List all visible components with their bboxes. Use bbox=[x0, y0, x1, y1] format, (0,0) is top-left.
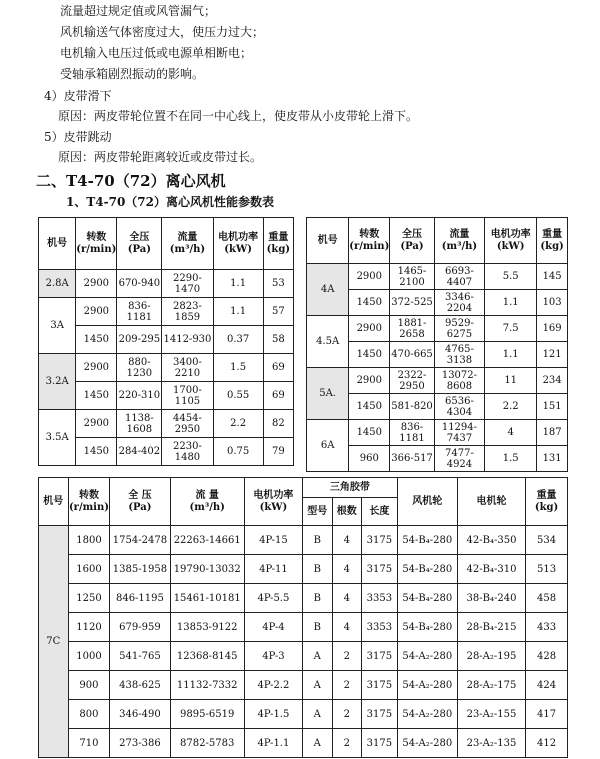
cell: 581-820 bbox=[390, 394, 434, 420]
cell: 836-1181 bbox=[117, 298, 162, 326]
cell: 2 bbox=[332, 671, 362, 700]
cell: 2 bbox=[332, 729, 362, 758]
cell: 1450 bbox=[349, 394, 390, 420]
cell: 424 bbox=[526, 671, 568, 700]
cell: 417 bbox=[526, 700, 568, 729]
table-header-row bbox=[39, 218, 294, 270]
cell: 438-625 bbox=[110, 671, 170, 700]
model-cell: 4A bbox=[307, 264, 349, 316]
cell: 169 bbox=[537, 316, 568, 342]
cell: 710 bbox=[68, 729, 110, 758]
cell: 670-940 bbox=[117, 270, 162, 298]
cell: 5.5 bbox=[485, 264, 537, 290]
cell: 1120 bbox=[68, 613, 110, 642]
header-speed: 转数 (r/min) bbox=[68, 478, 110, 526]
cell: 960 bbox=[349, 446, 390, 472]
cell: 4P-15 bbox=[244, 526, 302, 555]
header-weight: 重量 (kg) bbox=[526, 478, 568, 526]
header-motor-pulley: 电机轮 bbox=[457, 478, 525, 526]
cell: 187 bbox=[537, 420, 568, 446]
cell: 4454-2950 bbox=[162, 410, 213, 438]
cell: 1450 bbox=[76, 326, 117, 354]
cell: 9895-6519 bbox=[170, 700, 244, 729]
cell: 800 bbox=[68, 700, 110, 729]
table-row bbox=[39, 555, 568, 584]
model-cell: 6A bbox=[307, 420, 349, 472]
cell: 3175 bbox=[362, 700, 398, 729]
cell: 1450 bbox=[349, 420, 390, 446]
cell: 1.5 bbox=[213, 354, 263, 382]
cell: 12368-8145 bbox=[170, 642, 244, 671]
cell: 22263-14661 bbox=[170, 526, 244, 555]
model-cell: 2.8A bbox=[39, 270, 76, 298]
table-row bbox=[307, 420, 568, 446]
cell: 366-517 bbox=[390, 446, 434, 472]
model-cell: 3.2A bbox=[39, 354, 76, 410]
header-pressure: 全压 (Pa) bbox=[117, 218, 162, 270]
cell: 1450 bbox=[349, 342, 390, 368]
cell: 19790-13032 bbox=[170, 555, 244, 584]
model-cell: 3A bbox=[39, 298, 76, 354]
cell: 13853-9122 bbox=[170, 613, 244, 642]
cell: 541-765 bbox=[110, 642, 170, 671]
cell: 4 bbox=[332, 526, 362, 555]
cell: 433 bbox=[526, 613, 568, 642]
cell: 1450 bbox=[76, 382, 117, 410]
cell: 2322-2950 bbox=[390, 368, 434, 394]
cell: 28-A₂-175 bbox=[457, 671, 525, 700]
cell: 1138-1608 bbox=[117, 410, 162, 438]
table-row bbox=[39, 354, 294, 382]
cell: 1450 bbox=[349, 290, 390, 316]
cell: 3353 bbox=[362, 613, 398, 642]
cell: 103 bbox=[537, 290, 568, 316]
cell: 53 bbox=[263, 270, 293, 298]
header-model: 机号 bbox=[39, 478, 69, 526]
cell: 54-A₂-280 bbox=[397, 729, 457, 758]
cell: 1.5 bbox=[485, 446, 537, 472]
header-model: 机号 bbox=[307, 218, 349, 264]
cell: 679-959 bbox=[110, 613, 170, 642]
cell: 4P-3 bbox=[244, 642, 302, 671]
cell: 234 bbox=[537, 368, 568, 394]
cell: 372-525 bbox=[390, 290, 434, 316]
cell: 273-386 bbox=[110, 729, 170, 758]
belt-slip-title: 4）皮带滑下 bbox=[44, 89, 112, 103]
cell: 11132-7332 bbox=[170, 671, 244, 700]
fan-7c-table bbox=[38, 477, 568, 758]
table-row bbox=[39, 326, 294, 354]
cell: 470-665 bbox=[390, 342, 434, 368]
cell: 1000 bbox=[68, 642, 110, 671]
intro-line: 受轴承箱剧烈振动的影响。 bbox=[60, 67, 205, 81]
cell: 131 bbox=[537, 446, 568, 472]
cell: 513 bbox=[526, 555, 568, 584]
cell: 69 bbox=[263, 354, 293, 382]
cell: 57 bbox=[263, 298, 293, 326]
cell: 15461-10181 bbox=[170, 584, 244, 613]
table-row bbox=[39, 410, 294, 438]
cell: 2823-1859 bbox=[162, 298, 213, 326]
cell: 28-B₄-215 bbox=[457, 613, 525, 642]
cell: 534 bbox=[526, 526, 568, 555]
cell: 0.55 bbox=[213, 382, 263, 410]
cell: 2900 bbox=[76, 410, 117, 438]
table-row bbox=[39, 298, 294, 326]
cell: 4P-1.1 bbox=[244, 729, 302, 758]
cell: 2900 bbox=[349, 264, 390, 290]
table-row bbox=[39, 700, 568, 729]
table-header-row bbox=[307, 218, 568, 264]
cell: 13072-8608 bbox=[434, 368, 484, 394]
header-speed: 转数 (r/min) bbox=[349, 218, 390, 264]
cell: 1450 bbox=[76, 438, 117, 466]
cell: 2900 bbox=[76, 270, 117, 298]
cell: B bbox=[302, 526, 332, 555]
cell: B bbox=[302, 584, 332, 613]
cell: 880-1230 bbox=[117, 354, 162, 382]
cell: 900 bbox=[68, 671, 110, 700]
cell: 38-B₄-240 bbox=[457, 584, 525, 613]
cell: 54-B₄-280 bbox=[397, 526, 457, 555]
header-weight: 重量 (kg) bbox=[263, 218, 293, 270]
cell: 3175 bbox=[362, 526, 398, 555]
cell: 11 bbox=[485, 368, 537, 394]
table-row bbox=[39, 613, 568, 642]
intro-line: 流量超过规定值或风管漏气； bbox=[60, 4, 217, 18]
cell: 458 bbox=[526, 584, 568, 613]
cell: A bbox=[302, 671, 332, 700]
cell: 1.1 bbox=[485, 342, 537, 368]
cell: 4P-5.5 bbox=[244, 584, 302, 613]
cell: 42-B₄-310 bbox=[457, 555, 525, 584]
cell: 209-295 bbox=[117, 326, 162, 354]
cell: A bbox=[302, 642, 332, 671]
cell: 4 bbox=[332, 584, 362, 613]
cell: 1881-2658 bbox=[390, 316, 434, 342]
table1-title: 1、T4-70（72）离心风机性能参数表 bbox=[66, 195, 275, 209]
cell: 3175 bbox=[362, 671, 398, 700]
cell: 2230-1480 bbox=[162, 438, 213, 466]
cell: 3353 bbox=[362, 584, 398, 613]
performance-table-left bbox=[38, 217, 294, 466]
header-power: 电机功率 (kW) bbox=[213, 218, 263, 270]
model-cell: 5A. bbox=[307, 368, 349, 420]
table-row bbox=[39, 642, 568, 671]
cell: A bbox=[302, 729, 332, 758]
cell: 4 bbox=[485, 420, 537, 446]
cell: 2.2 bbox=[213, 410, 263, 438]
cell: 4765-3138 bbox=[434, 342, 484, 368]
cell: 23-A₂-155 bbox=[457, 700, 525, 729]
cell: 346-490 bbox=[110, 700, 170, 729]
cell: 2900 bbox=[76, 298, 117, 326]
header-speed: 转数 (r/min) bbox=[76, 218, 117, 270]
header-belt-length: 长度 bbox=[362, 498, 398, 526]
table-row bbox=[307, 264, 568, 290]
header-pressure: 全压 (Pa) bbox=[390, 218, 434, 264]
cell: 11294-7437 bbox=[434, 420, 484, 446]
cell: 2 bbox=[332, 700, 362, 729]
table-row bbox=[39, 270, 294, 298]
header-power: 电机功率 (kW) bbox=[244, 478, 302, 526]
cell: 1.1 bbox=[485, 290, 537, 316]
cell: 0.75 bbox=[213, 438, 263, 466]
header-power: 电机功率 (kW) bbox=[485, 218, 537, 264]
cell: 2900 bbox=[76, 354, 117, 382]
cell: 7477-4924 bbox=[434, 446, 484, 472]
cell: 1465-2100 bbox=[390, 264, 434, 290]
cell: 412 bbox=[526, 729, 568, 758]
cell: 1250 bbox=[68, 584, 110, 613]
cell: 3346-2204 bbox=[434, 290, 484, 316]
cell: 54-B₄-280 bbox=[397, 584, 457, 613]
table-header-row bbox=[39, 478, 568, 498]
header-flow: 流 量 (m³/h) bbox=[170, 478, 244, 526]
model-cell: 4.5A bbox=[307, 316, 349, 368]
cell: 7.5 bbox=[485, 316, 537, 342]
cell: B bbox=[302, 613, 332, 642]
intro-line: 电机输入电压过低或电源单相断电； bbox=[60, 46, 253, 60]
cell: 1700-1105 bbox=[162, 382, 213, 410]
cell: 6536-4304 bbox=[434, 394, 484, 420]
cell: 220-310 bbox=[117, 382, 162, 410]
cell: 54-B₄-280 bbox=[397, 555, 457, 584]
cell: 1600 bbox=[68, 555, 110, 584]
cell: 2900 bbox=[349, 316, 390, 342]
cell: 4P-4 bbox=[244, 613, 302, 642]
cell: 4 bbox=[332, 555, 362, 584]
cell: 4P-1.5 bbox=[244, 700, 302, 729]
cell: 54-A₂-280 bbox=[397, 671, 457, 700]
cell: A bbox=[302, 700, 332, 729]
cell: 428 bbox=[526, 642, 568, 671]
cell: 9529-6275 bbox=[434, 316, 484, 342]
cell: 3175 bbox=[362, 642, 398, 671]
section-title: 二、T4-70（72）离心风机 bbox=[36, 172, 226, 190]
header-belt-count: 根数 bbox=[332, 498, 362, 526]
cell: B bbox=[302, 555, 332, 584]
cell: 6693-4407 bbox=[434, 264, 484, 290]
cell: 54-B₄-280 bbox=[397, 613, 457, 642]
cell: 2.2 bbox=[485, 394, 537, 420]
header-model: 机号 bbox=[39, 218, 76, 270]
table-row bbox=[39, 382, 294, 410]
header-flow: 流量 (m³/h) bbox=[434, 218, 484, 264]
cell: 54-A₂-280 bbox=[397, 700, 457, 729]
cell: 69 bbox=[263, 382, 293, 410]
belt-jump-title: 5）皮带跳动 bbox=[44, 130, 112, 144]
header-flow: 流量 (m³/h) bbox=[162, 218, 213, 270]
cell: 28-A₂-195 bbox=[457, 642, 525, 671]
cell: 3175 bbox=[362, 729, 398, 758]
table-row bbox=[39, 526, 568, 555]
cell: 2 bbox=[332, 642, 362, 671]
belt-slip-reason: 原因：两皮带轮位置不在同一中心线上，使皮带从小皮带轮上滑下。 bbox=[58, 109, 419, 123]
table-row bbox=[39, 671, 568, 700]
performance-table-right bbox=[306, 217, 568, 472]
table-row bbox=[307, 368, 568, 394]
cell: 1754-2478 bbox=[110, 526, 170, 555]
cell: 1.1 bbox=[213, 270, 263, 298]
table-row bbox=[39, 584, 568, 613]
cell: 54-A₂-280 bbox=[397, 642, 457, 671]
cell: 1412-930 bbox=[162, 326, 213, 354]
cell: 1385-1958 bbox=[110, 555, 170, 584]
model-cell: 3.5A bbox=[39, 410, 76, 466]
cell: 2290-1470 bbox=[162, 270, 213, 298]
table-row bbox=[39, 438, 294, 466]
header-pressure: 全 压 (Pa) bbox=[110, 478, 170, 526]
cell: 8782-5783 bbox=[170, 729, 244, 758]
header-fan-pulley: 风机轮 bbox=[397, 478, 457, 526]
cell: 23-A₂-135 bbox=[457, 729, 525, 758]
table-row bbox=[39, 729, 568, 758]
cell: 79 bbox=[263, 438, 293, 466]
cell: 42-B₄-350 bbox=[457, 526, 525, 555]
header-belt: 三角胶带 bbox=[302, 478, 397, 498]
header-weight: 重量 (kg) bbox=[537, 218, 568, 264]
cell: 4P-2.2 bbox=[244, 671, 302, 700]
cell: 0.37 bbox=[213, 326, 263, 354]
cell: 836-1181 bbox=[390, 420, 434, 446]
cell: 4 bbox=[332, 613, 362, 642]
cell: 846-1195 bbox=[110, 584, 170, 613]
cell: 151 bbox=[537, 394, 568, 420]
cell: 121 bbox=[537, 342, 568, 368]
header-belt-type: 型号 bbox=[302, 498, 332, 526]
belt-jump-reason: 原因：两皮带轮距离较近或皮带过长。 bbox=[58, 150, 263, 164]
cell: 58 bbox=[263, 326, 293, 354]
cell: 3400-2210 bbox=[162, 354, 213, 382]
cell: 1.1 bbox=[213, 298, 263, 326]
model-cell: 7C bbox=[39, 526, 69, 758]
cell: 1800 bbox=[68, 526, 110, 555]
cell: 3175 bbox=[362, 555, 398, 584]
cell: 2900 bbox=[349, 368, 390, 394]
cell: 284-402 bbox=[117, 438, 162, 466]
cell: 82 bbox=[263, 410, 293, 438]
intro-line: 风机输送气体密度过大，使压力过大； bbox=[60, 25, 265, 39]
cell: 4P-11 bbox=[244, 555, 302, 584]
cell: 145 bbox=[537, 264, 568, 290]
table-row bbox=[307, 316, 568, 342]
